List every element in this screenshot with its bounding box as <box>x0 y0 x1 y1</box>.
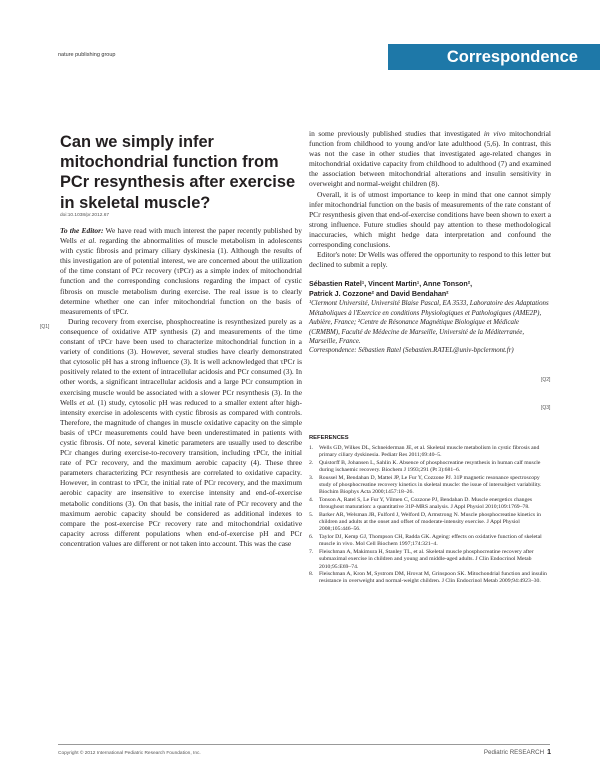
paragraph-recovery: During recovery from exercise, phosphocreatine is resynthesized purely as a consequence of oxidative ATP synthesis (2) and measurements of the time constant of τPCr have been used to characterize mitochondrial function in a variety of conditions (3). However, several studies have clearly demonstrated that cytosolic pH has a strong influence (3). It is well acknowledged that τPCr is positively related to the extent of intracellular acidosis and PCr consumed (3). In other words, a significant intracellular acidosis and a large PCr consumption in exercising muscle would be associated with a slower PCr resynthesis (3). In the Wells et al. (1) study, cytosolic pH was reduced to a smaller extent after high-intensity exercise in adolescents with cystic fibrosis as compared with controls. Therefore, the magnitude of changes in muscle oxidative capacity on the simple basis of τPCr measurements could have been underestimated in patients with cystic fibrosis. Of note, several kinetic parameters are usually used to describe PCr changes during exercise-to-recovery transition, including τPCr, the initial rate of PCr recovery, and the maximum aerobic capacity (4). These three parameters characterizing PCr resynthesis are correlated to oxidative capacity. However, in contrast to τPCr, the initial rate of PCr recovery, and the maximum aerobic capacity are insensitive to exercise intensity and end-of-exercise metabolic conditions (3). On that basis, the initial rate of PCr recovery and the maximum aerobic capacity should be considered as additional indexes to compare the post-exercise PCr recovery rate and mitochondrial oxidative capacity across different populations when end-of-exercise pH and PCr concentration values are different or not taken into account. This was the case <box>60 316 302 548</box>
reference-item: 2. Quistorff B, Johansen L, Sahlin K. Absence of phosphocreatine resynthesis in human calf muscle during ischaemic recovery. Biochem J 1993;291 (Pt 3):681–6. <box>309 459 541 474</box>
paragraph-conclusion: Overall, it is of utmost importance to keep in mind that one cannot simply infer mitochondrial function on the basis of measurements of the rate constant of PCr resynthesis given that end-of-exercise conditions have been shown to exert a strong influence. Future studies should pay attention to these methodological inaccuracies, which might hedge data interpretation and confound the corresponding conclusions. <box>309 189 551 250</box>
article-doi: doi:10.1038/pr.2012.67 <box>60 213 110 218</box>
paragraph-continued: in some previously published studies that investigated in vivo mitochondrial function from childhood to young and/or late adulthood (5,6). In contrast, this was not the case in other studies that investigated age-related changes in mitochondrial oxidative capacity from childhood to adulthood (7) and examined the association between mitochondrial alterations and insulin sensitivity in overweight and normal-weight children (8). <box>309 129 551 189</box>
author-affiliations: ¹Clermont Université, Université Blaise Pascal, EA 3533, Laboratoire des Adaptations Métaboliques à l'Exercice en conditions Physiologiques et Pathologiques (AME2P), Aubière, France; ²Centre de Résonance Magnétique Biologique et Médicale (CRMBM), Faculté de Médecine de Marseille, Université de la Méditerranée, Marseille, France. <box>309 300 549 345</box>
margin-query-1: [Q1] <box>40 324 50 330</box>
references-heading: REFERENCES <box>309 435 349 441</box>
footer-divider <box>58 744 550 745</box>
margin-query-2: [Q2] <box>541 377 551 383</box>
author-list: Sébastien Ratel¹, Vincent Martin¹, Anne Tonson², Patrick J. Cozzone² and David Bendahan² <box>309 280 473 299</box>
reference-item: 7. Fleischman A, Makimura H, Stanley TL, et al. Skeletal muscle phosphocreatine recovery after submaximal exercise in children and young and middle-aged adults. J Clin Endocrinol Metab 2010;95:E69–74. <box>309 548 534 570</box>
copyright-notice: Copyright © 2012 International Pediatric Research Foundation, Inc. <box>58 751 201 756</box>
journal-footer <box>420 749 551 756</box>
reference-item: 4. Tonson A, Ratel S, Le Fur Y, Vilmen C, Cozzone PJ, Bendahan D. Muscle energetics changes throughout maturation: a quantitative 31P-MRS analysis. J Appl Physiol 2010;109:1769–78. <box>309 496 533 511</box>
reference-item: 5. Barker AR, Welsman JR, Fulford J, Welford D, Armstrong N. Muscle phosphocreatine kinetics in children and adults at the onset and offset of moderate-intensity exercise. J Appl Physiol 2008;105:446–56. <box>309 511 541 533</box>
reference-item: 6. Taylor DJ, Kemp GJ, Thompson CH, Radda GK. Ageing: effects on oxidative function of skeletal muscle in vivo. Mol Cell Biochem 1997;174:321–4. <box>309 533 542 548</box>
publisher-name: nature publishing group <box>58 52 116 58</box>
page-number: 1 <box>547 749 551 756</box>
margin-query-3: [Q3] <box>541 405 551 411</box>
reference-item: 8. Fleischman A, Kron M, Systrom DM, Hrovat M, Grinspoon SK. Mitochondrial function and insulin resistance in overweight and normal-weight children. J Clin Endocrinol Metab 2009;94:4923–30. <box>309 570 547 585</box>
paragraph-intro: To the Editor: We have read with much interest the paper recently published by Wells et al. regarding the abnormalities of muscle metabolism in adolescents with cystic fibrosis and primary ciliary dyskinesia (1). Although the results of this investigation are of potential interest, we are concerned about the utilization of the time constant of PCr recovery (τPCr) as a simple index of mitochondrial function and the corresponding conclusions regarding the impact of cystic fibrosis on muscle metabolism during exercise. The real issue is to clearly determine whether one can infer mitochondrial function on the basis of measurements of τPCr. <box>60 226 302 316</box>
correspondence-contact: Correspondence: Sébastien Ratel (Sebastien.RATEL@univ-bpclermont.fr) <box>309 347 514 355</box>
journal-name: Pediatric RESEARCH <box>483 749 545 756</box>
article-title: Can we simply infer mitochondrial function from PCr resynthesis after exercise in skeletal muscle? <box>60 133 296 212</box>
reference-item: 3. Roussel M, Bendahan D, Mattei JP, Le Fur Y, Cozzone PJ. 31P magnetic resonance spectroscopy study of phosphocreatine recovery kinetics in skeletal muscle: the issue of intersubject variability. Biochim Biophys Acta 2000;1457:18–26. <box>309 474 542 496</box>
section-label: Correspondence <box>446 48 578 66</box>
reference-list <box>309 445 551 586</box>
reference-item: 1. Wells GD, Wilkes DL, Schneiderman JE, et al. Skeletal muscle metabolism in cystic fibrosis and primary ciliary dyskinesia. Pediatr Res 2011;69:40–5. <box>309 445 540 459</box>
right-column <box>309 129 551 356</box>
salutation: To the Editor: <box>60 226 104 235</box>
left-column <box>60 226 302 549</box>
editors-note: Editor's note: Dr Wells was offered the opportunity to respond to this letter but declined to submit a reply. <box>309 250 551 270</box>
